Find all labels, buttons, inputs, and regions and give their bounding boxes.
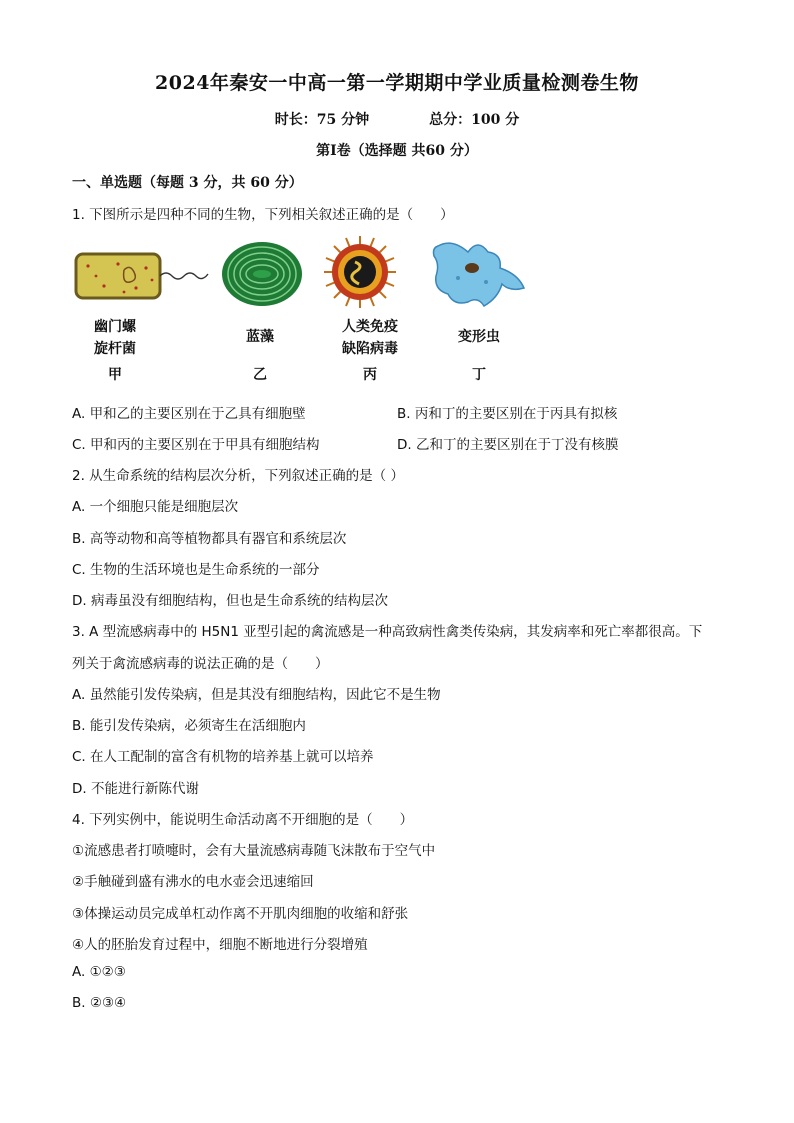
figure-caption-ding [434, 326, 524, 348]
caption-line: 人类免疫 [342, 319, 398, 335]
question-3-option-c[interactable]: C. 在人工配制的富含有机物的培养基上就可以培养 [72, 749, 374, 765]
question-1-option-b[interactable]: B. 丙和丁的主要区别在于丙具有拟核 [397, 406, 618, 422]
question-1-option-c[interactable]: C. 甲和丙的主要区别在于甲具有细胞结构 [72, 437, 320, 453]
question-2-option-b[interactable]: B. 高等动物和高等植物都具有器官和系统层次 [72, 531, 347, 547]
exam-total-score: 总分：100 分 [429, 112, 520, 128]
question-4-option-a[interactable]: A. ①②③ [72, 964, 126, 980]
caption-line: 幽门螺 [94, 319, 136, 335]
figure-letter-yi: 乙 [253, 367, 267, 383]
virus-icon [322, 234, 398, 310]
figure-caption-yi [215, 326, 305, 348]
volume-heading: 第Ⅰ卷（选择题 共60 分） [316, 143, 478, 159]
exam-meta [0, 109, 794, 129]
question-3-option-b[interactable]: B. 能引发传染病，必须寄生在活细胞内 [72, 718, 306, 734]
question-4-item-3: ③体操运动员完成单杠动作离不开肌肉细胞的收缩和舒张 [72, 906, 409, 922]
figure-caption-jia [70, 316, 160, 360]
question-2-option-d[interactable]: D. 病毒虽没有细胞结构，但也是生命系统的结构层次 [72, 593, 388, 609]
question-2-option-c[interactable]: C. 生物的生活环境也是生命系统的一部分 [72, 562, 320, 578]
question-4-stem: 4. 下列实例中，能说明生命活动离不开细胞的是（ ） [72, 812, 414, 828]
figure-letter-ding: 丁 [472, 367, 486, 383]
question-4-option-b[interactable]: B. ②③④ [72, 995, 127, 1011]
question-4-item-1: ①流感患者打喷嚏时，会有大量流感病毒随飞沫散布于空气中 [72, 843, 436, 859]
question-3-stem-line2: 列关于禽流感病毒的说法正确的是（ ） [72, 656, 329, 672]
caption-line: 旋杆菌 [94, 341, 136, 357]
exam-duration: 时长：75 分钟 [274, 112, 370, 128]
question-1-option-a[interactable]: A. 甲和乙的主要区别在于乙具有细胞壁 [72, 406, 306, 422]
question-3-option-d[interactable]: D. 不能进行新陈代谢 [72, 781, 199, 797]
question-2-stem: 2. 从生命系统的结构层次分析，下列叙述正确的是（ ） [72, 468, 404, 484]
amoeba-icon [428, 238, 528, 310]
question-2-option-a[interactable]: A. 一个细胞只能是细胞层次 [72, 499, 239, 515]
bacterium-icon [74, 248, 214, 304]
figure-caption-bing [325, 316, 415, 360]
figure-letter-bing: 丙 [363, 367, 377, 383]
section-heading: 一、单选题（每题 3 分，共 60 分） [72, 175, 303, 191]
question-3-option-a[interactable]: A. 虽然能引发传染病，但是其没有细胞结构，因此它不是生物 [72, 687, 441, 703]
question-1-option-d[interactable]: D. 乙和丁的主要区别在于丁没有核膜 [397, 437, 619, 453]
question-3-stem-line1: 3. A 型流感病毒中的 H5N1 亚型引起的禽流感是一种高致病性禽类传染病，其发病率和死亡率都很高。下 [72, 624, 703, 640]
exam-title: 2024年秦安一中高一第一学期期中学业质量检测卷生物 [155, 72, 639, 94]
question-1-stem: 1. 下图所示是四种不同的生物，下列相关叙述正确的是（ ） [72, 207, 454, 223]
caption-line: 缺陷病毒 [342, 341, 398, 357]
caption-line: 变形虫 [458, 329, 500, 345]
question-4-item-4: ④人的胚胎发育过程中，细胞不断地进行分裂增殖 [72, 937, 368, 953]
question-1-figure [70, 232, 540, 392]
question-4-item-2: ②手触碰到盛有沸水的电水壶会迅速缩回 [72, 874, 314, 890]
figure-letter-jia: 甲 [108, 367, 122, 383]
caption-line: 蓝藻 [246, 329, 274, 345]
cyanobacteria-icon [220, 240, 304, 308]
